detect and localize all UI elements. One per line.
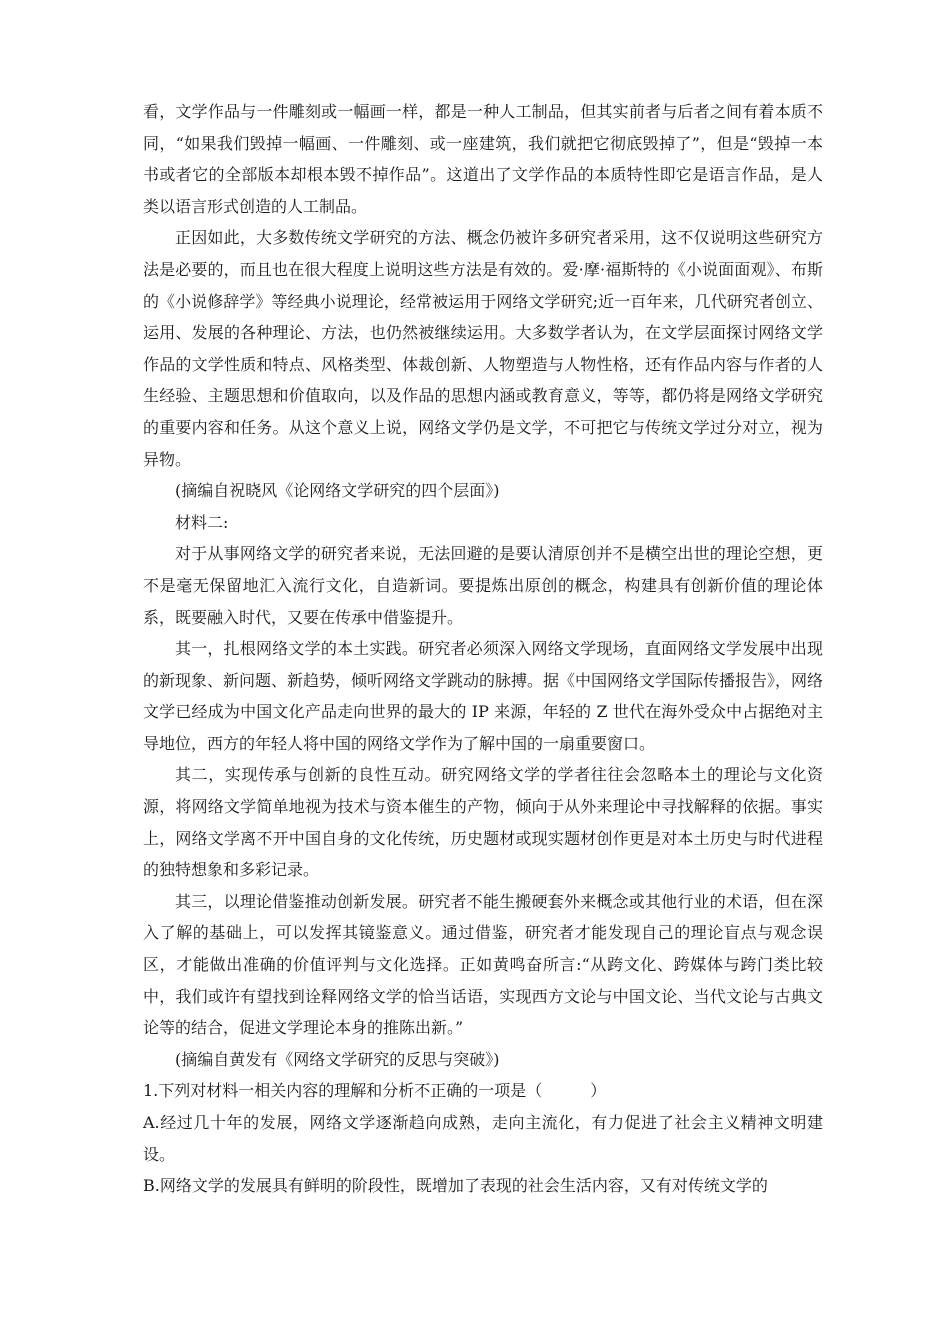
source-note-2: (摘编自黄发有《网络文学研究的反思与突破》) (175, 1049, 500, 1069)
paragraph-5: 其二，实现传承与创新的良性互动。研究网络文学的学者往往会忽略本土的理论与文化资源，将网络文学简单地视为技术与资本催生的产物，倾向于从外来理论中寻找解释的依据。事实上，网络文学离不开中国自身的文化传统，历史题材或现实题材创作更是对本土历史与时代进程的独特想象和多彩记录。 (143, 765, 823, 880)
document-body (143, 96, 823, 1202)
question-1-stem: 1.下列对材料一相关内容的理解和分析不正确的一项是（ ） (143, 1081, 607, 1101)
paragraph-3: 对于从事网络文学的研究者来说，无法回避的是要认清原创并不是横空出世的理论空想，更不是毫无保留地汇入流行文化，自造新词。要提炼出原创的概念，构建具有创新价值的理论体系，既要融入时代，又要在传承中借鉴提升。 (143, 544, 823, 627)
question-1-option-b: B.网络文学的发展具有鲜明的阶段性，既增加了表现的社会生活内容，又有对传统文学的 (143, 1176, 768, 1196)
paragraph-2: 正因如此，大多数传统文学研究的方法、概念仍被许多研究者采用，这不仅说明这些研究方法是必要的，而且也在很大程度上说明这些方法是有效的。爱·摩·福斯特的《小说面面观》、布斯的《小说修辞学》等经典小说理论，经常被运用于网络文学研究;近一百年来，几代研究者创立、运用、发展的各种理论、方法，也仍然被继续运用。大多数学者认为，在文学层面探讨网络文学作品的文学性质和特点、风格类型、体裁创新、人物塑造与人物性格，还有作品内容与作者的人生经验、主题思想和价值取向，以及作品的思想内涵或教育意义，等等，都仍将是网络文学研究的重要内容和任务。从这个意义上说，网络文学仍是文学，不可把它与传统文学过分对立，视为异物。 (143, 228, 823, 469)
paragraph-4: 其一，扎根网络文学的本土实践。研究者必须深入网络文学现场，直面网络文学发展中出现的新现象、新问题、新趋势，倾听网络文学跳动的脉搏。据《中国网络文学国际传播报告》，网络文学已经成为中国文化产品走向世界的最大的 IP 来源，年轻的 Z 世代在海外受众中占据绝对主导地位，西方的年轻人将中国的网络文学作为了解中国的一扇重要窗口。 (143, 639, 824, 753)
question-1-option-a: A.经过几十年的发展，网络文学逐渐趋向成熟，走向主流化，有力促进了社会主义精神文明建设。 (143, 1113, 823, 1164)
source-note-1: (摘编自祝晓风《论网络文学研究的四个层面》) (175, 481, 500, 501)
paragraph-1: 看，文学作品与一件雕刻或一幅画一样，都是一种人工制品，但其实前者与后者之间有着本质不同，“如果我们毁掉一幅画、一件雕刻、或一座建筑，我们就把它彻底毁掉了”，但是“毁掉一本书或者它的全部版本却根本毁不掉作品”。这道出了文学作品的本质特性即它是语言作品，是人类以语言形式创造的人工制品。 (143, 102, 823, 216)
paragraph-6: 其三，以理论借鉴推动创新发展。研究者不能生搬硬套外来概念或其他行业的术语，但在深入了解的基础上，可以发挥其镜鉴意义。通过借鉴，研究者才能发现自己的理论盲点与观念误区，才能做出准确的价值评判与文化选择。正如黄鸣奋所言:“从跨文化、跨媒体与跨门类比较中，我们或许有望找到诠释网络文学的恰当话语，实现西方文论与中国文论、当代文论与古典文论等的结合，促进文学理论本身的推陈出新。” (143, 891, 823, 1038)
material-2-label: 材料二: (175, 512, 229, 532)
